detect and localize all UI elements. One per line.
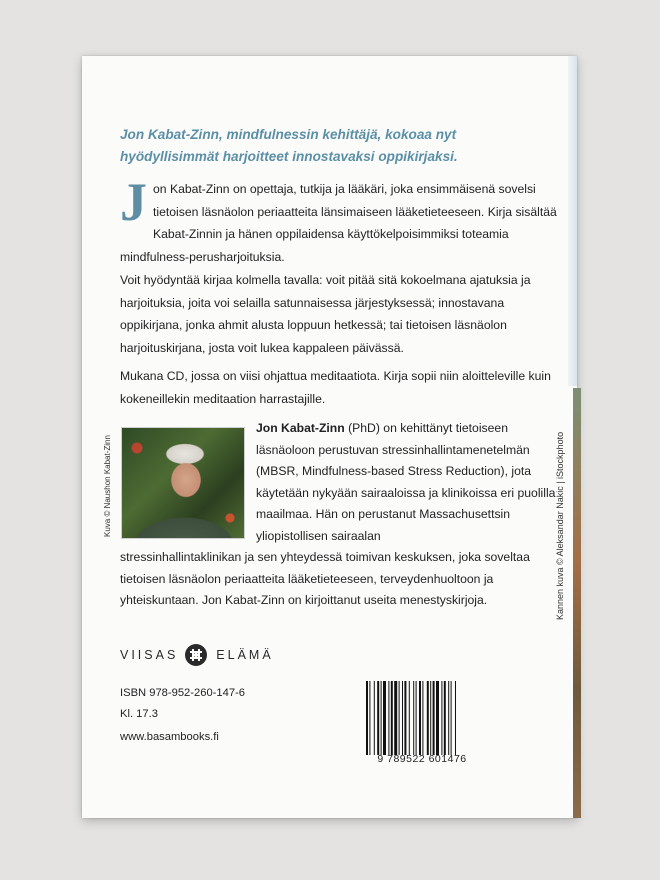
publisher-name-right: ELÄMÄ	[216, 648, 274, 662]
publisher-name-left: VIISAS	[120, 648, 179, 662]
paragraph-1	[120, 172, 560, 268]
author-bio-top	[256, 418, 556, 547]
classification: Kl. 17.3	[120, 708, 158, 720]
author-name: Jon Kabat-Zinn	[256, 421, 345, 435]
isbn: ISBN 978-952-260-147-6	[120, 687, 246, 699]
publisher-website: www.basambooks.fi	[120, 731, 219, 743]
book-edge-cover-art	[573, 388, 581, 818]
author-bio-text-top: (PhD) on kehittänyt tietoiseen läsnäoloon perustuvan stressinhallintamenetelmän (MBSR, Mindfulness-based Stress Reduction), jota käytetään nykyään sairaaloissa ja klinikoissa eri puolilla maailmaa. Hän on perustanut Massachusettsin yliopistollisen sairaalan	[256, 421, 556, 543]
cover-credit: Kannen kuva © Aleksandar Nakic | iStockphoto	[555, 431, 565, 620]
publisher-logo	[120, 641, 274, 669]
author-bio-bottom: stressinhallintaklinikan ja sen yhteydessä toimivan keskuksen, joka soveltaa tietoisen läsnäolon periaatteita lääketieteeseen, terveydenhuoltoon ja yhteiskuntaan. Jon Kabat-Zinn on kirjoittanut useita menestyskirjoja.	[120, 550, 530, 607]
paragraph-2: Voit hyödyntää kirjaa kolmella tavalla: voit pitää sitä kokoelmana ajatuksia ja harjoituksia, joita voi selailla satunnaisessa järjestyksessä; innostavana oppikirjana, jonka ahmit alusta loppuun hetkessä; tai tietoisen läsnäolon harjoituskirjana, josta voit lukea kappaleen päivässä.	[120, 273, 531, 355]
intro-line-1: Jon Kabat-Zinn, mindfulnessin kehittäjä, kokoaa nyt	[120, 127, 457, 142]
drop-cap: J	[120, 172, 147, 232]
knot-emblem-icon	[184, 643, 208, 667]
barcode	[362, 681, 482, 755]
book-edge-top	[568, 56, 577, 386]
barcode-number: 9 789522 601476	[377, 753, 467, 765]
intro-line-2: hyödyllisimmät harjoitteet innostavaksi oppikirjaksi.	[120, 149, 458, 164]
intro-tagline	[120, 124, 540, 168]
author-photo	[121, 427, 245, 539]
paragraph-1-text: on Kabat-Zinn on opettaja, tutkija ja lääkäri, joka ensimmäisenä sovelsi tietoisen läsnäolon periaatteita länsimaiseen lääketieteeseen. Kirja sisältää Kabat-Zinnin ja hänen oppilaidensa käyttökelpoisimmiksi toteamia mindfulness-perusharjoituksia.	[120, 182, 557, 264]
photo-credit: Kuva © Naushon Kabat-Zinn	[103, 435, 112, 537]
paragraph-3: Mukana CD, jossa on viisi ohjattua meditaatiota. Kirja sopii niin aloitteleville kuin kokeneillekin meditaation harrastajille.	[120, 369, 551, 406]
